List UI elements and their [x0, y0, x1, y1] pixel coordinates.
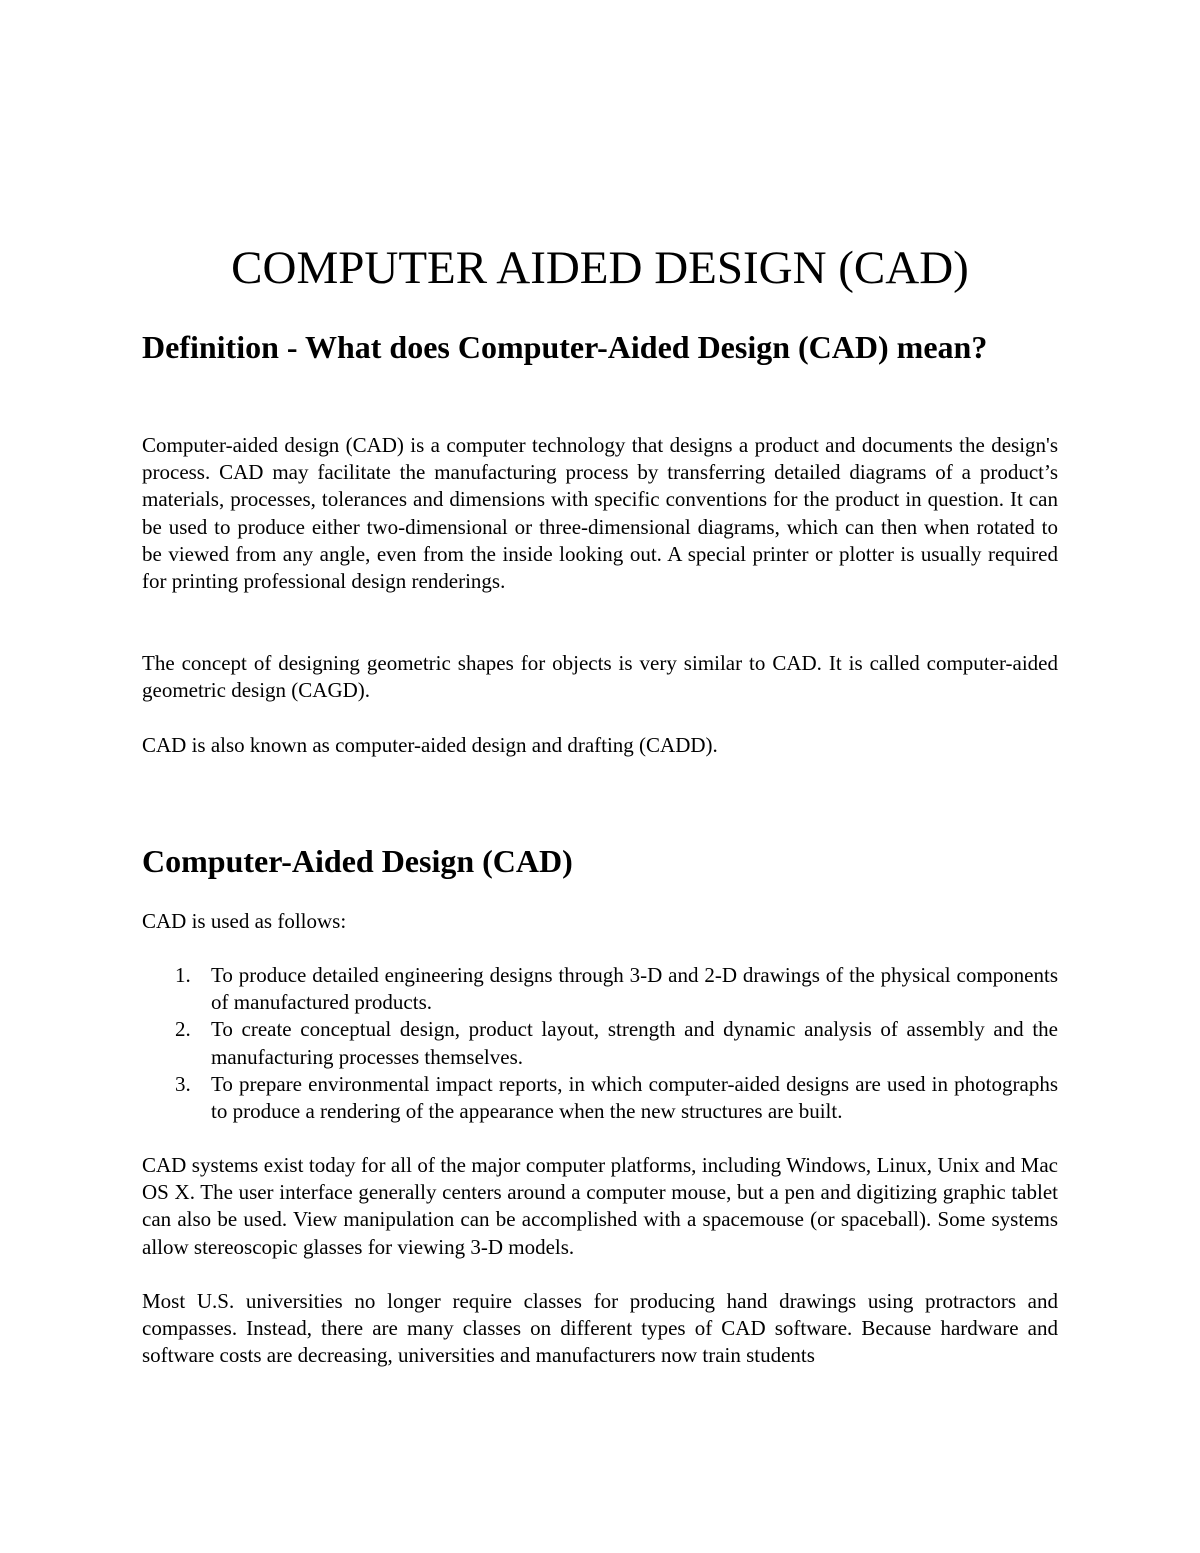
- list-item-text: To produce detailed engineering designs through 3-D and 2-D drawings of the physical components of manufactured products.: [211, 963, 1058, 1015]
- list-item: [142, 1016, 1058, 1070]
- cad-heading: Computer-Aided Design (CAD): [142, 843, 573, 879]
- list-item-text: To prepare environmental impact reports, in which computer-aided designs are used in photographs to produce a rendering of the appearance when the new structures are built.: [211, 1071, 1058, 1124]
- platforms-paragraph: CAD systems exist today for all of the major computer platforms, including Windows, Linux, Unix and Mac OS X. The user interface generally centers around a computer mouse, but a pen and digitizing graphic tablet can also be used. View manipulation can be accomplished with a spacemouse (or spaceball). Some systems allow stereoscopic glasses for viewing 3-D models.: [142, 1153, 1058, 1259]
- uses-intro: CAD is used as follows:: [142, 909, 347, 933]
- uses-list: [142, 962, 1058, 1125]
- list-item-number: 3.: [175, 1071, 191, 1096]
- list-item-number: 1.: [175, 963, 191, 987]
- definition-paragraph: Computer-aided design (CAD) is a computer technology that designs a product and documents the design's process. CAD may facilitate the manufacturing process by transferring detailed diagrams of a product’s materials, processes, tolerances and dimensions with specific conventions for the product in question. It can be used to produce either two-dimensional or three-dimensional diagrams, which can then when rotated to be viewed from any angle, even from the inside looking out. A special printer or plotter is usually required for printing professional design renderings.: [142, 433, 1058, 594]
- cadd-paragraph: CAD is also known as computer-aided design and drafting (CADD).: [142, 733, 718, 757]
- cagd-paragraph: The concept of designing geometric shapes for objects is very similar to CAD. It is called computer-aided geometric design (CAGD).: [142, 651, 1058, 703]
- universities-paragraph: Most U.S. universities no longer require classes for producing hand drawings using protractors and compasses. Instead, there are many classes on different types of CAD software. Because hardware and software costs are decreasing, universities and manufacturers now train students: [142, 1289, 1058, 1368]
- list-item: [142, 962, 1058, 1016]
- list-item-number: 2.: [175, 1017, 191, 1042]
- definition-heading: Definition - What does Computer-Aided Design (CAD) mean?: [142, 329, 988, 365]
- document-title: COMPUTER AIDED DESIGN (CAD): [231, 242, 969, 294]
- list-item: [142, 1071, 1058, 1125]
- list-item-text: To create conceptual design, product layout, strength and dynamic analysis of assembly and the manufacturing processes themselves.: [211, 1017, 1058, 1069]
